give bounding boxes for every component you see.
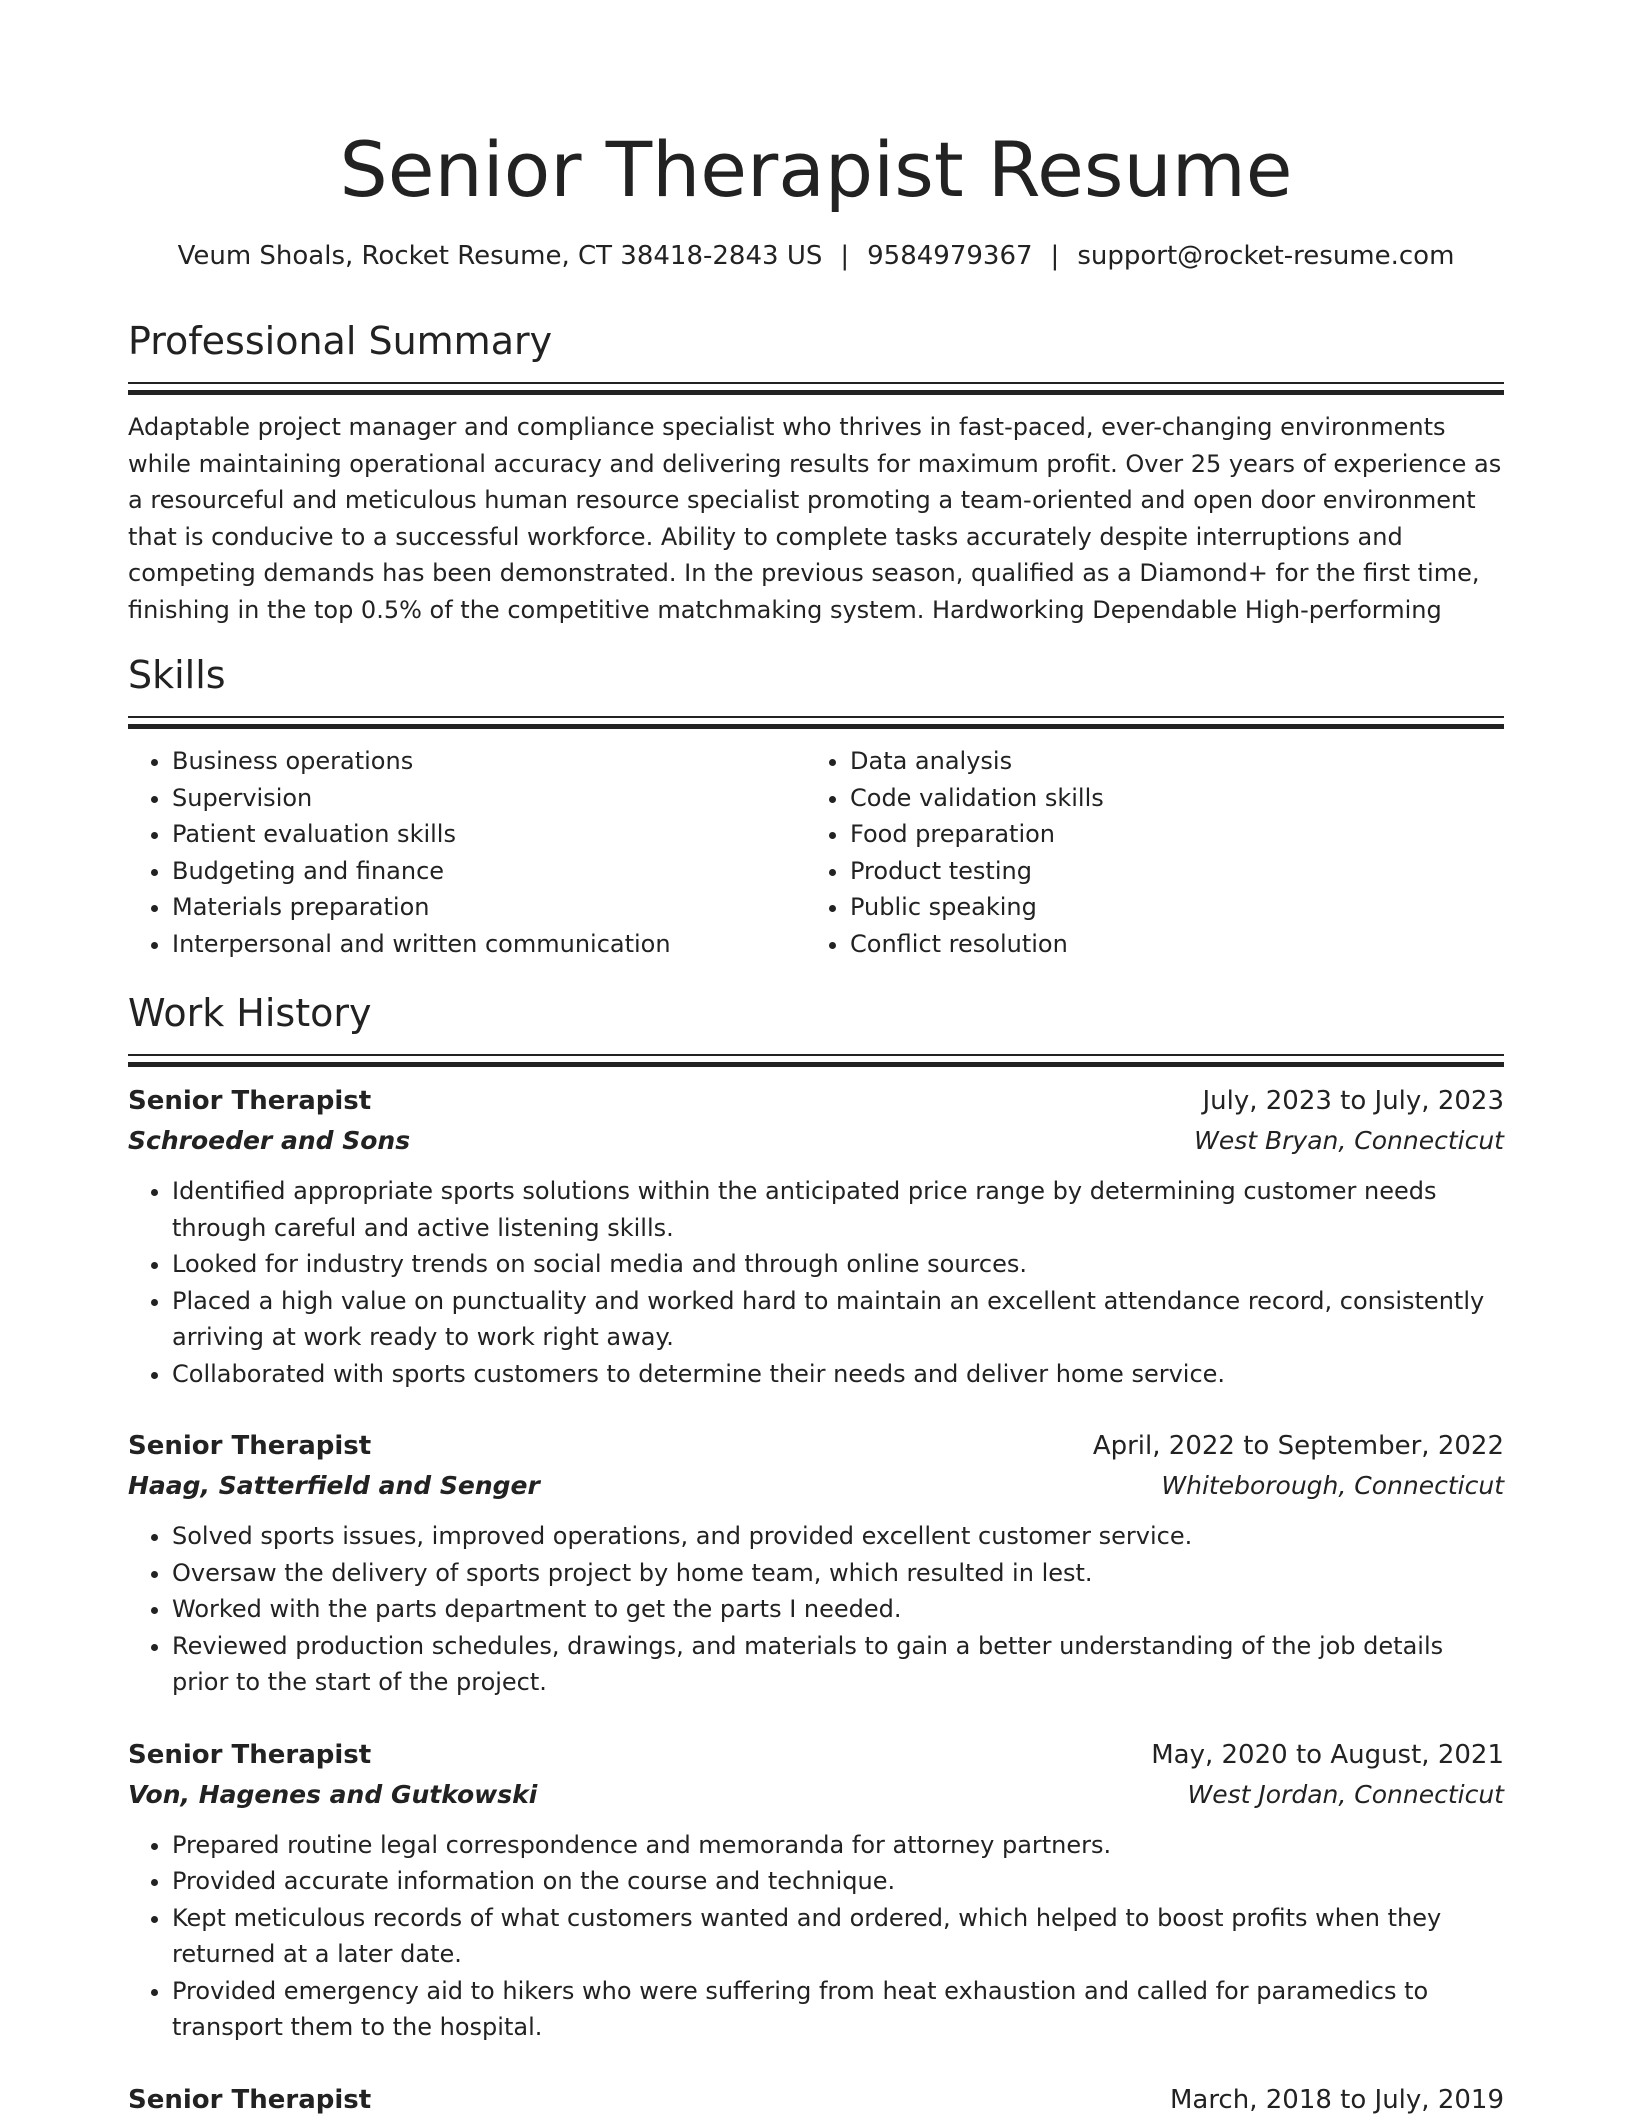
job-dates: April, 2022 to September, 2022: [1092, 1431, 1504, 1461]
contact-phone: 9584979367: [867, 241, 1033, 271]
section-divider: [128, 1054, 1504, 1067]
job-bullet: • Provided emergency aid to hikers who were suffering from heat exhaustion and called for paramedics to transport them to the hospital.: [172, 1973, 1504, 2046]
skill-item: • Budgeting and finance: [172, 853, 806, 890]
job-title: Senior Therapist: [128, 2084, 372, 2115]
job-dates: May, 2020 to August, 2021: [1151, 1739, 1504, 1770]
work-history-section: [128, 988, 1504, 2120]
job-header-row: [128, 1426, 1504, 1466]
job-bullet: • Provided accurate information on the course and technique.: [172, 1863, 1504, 1900]
job-bullet: • Kept meticulous records of what customers wanted and ordered, which helped to boost profits when they returned at a later date.: [172, 1900, 1504, 1973]
job-company: Haag, Satterfield and Senger: [128, 1471, 540, 1500]
skill-item: • Patient evaluation skills: [172, 816, 806, 853]
contact-separator: |: [840, 241, 850, 271]
job-header-row: [128, 2080, 1504, 2120]
job-bullet: • Looked for industry trends on social media and through online sources.: [172, 1246, 1504, 1283]
job-company: Schroeder and Sons: [128, 1126, 411, 1155]
job-entry: [128, 2080, 1504, 2120]
section-divider: [128, 382, 1504, 395]
job-bullet: • Oversaw the delivery of sports project by home team, which resulted in lest.: [172, 1555, 1504, 1592]
skill-item: • Data analysis: [850, 743, 1484, 780]
section-divider: [128, 716, 1504, 729]
skill-item: • Food preparation: [850, 816, 1484, 853]
job-company-row: [128, 1775, 1504, 1815]
contact-separator: |: [1050, 241, 1060, 271]
job-company-row: [128, 1121, 1504, 1161]
section-heading-summary: Professional Summary: [128, 319, 553, 363]
job-entry: [128, 1426, 1504, 1701]
job-bullet-list: [128, 1518, 1504, 1701]
skill-item: • Code validation skills: [850, 780, 1484, 817]
skills-section: [128, 650, 1504, 962]
job-bullet: • Collaborated with sports customers to determine their needs and deliver home service.: [172, 1356, 1504, 1393]
skill-item: • Supervision: [172, 780, 806, 817]
contact-line: [128, 238, 1504, 274]
job-location: West Jordan, Connecticut: [1187, 1779, 1504, 1809]
job-bullet: • Identified appropriate sports solutions within the anticipated price range by determining customer needs through careful and active listening skills.: [172, 1173, 1504, 1246]
section-heading-work-history: Work History: [128, 991, 372, 1035]
contact-email: support@rocket-resume.com: [1077, 241, 1455, 271]
resume-page: [128, 0, 1504, 2120]
skills-list-right: [806, 743, 1484, 962]
skills-list-left: [128, 743, 806, 962]
skill-item: • Interpersonal and written communication: [172, 926, 806, 963]
skill-item: • Business operations: [172, 743, 806, 780]
job-title: Senior Therapist: [128, 1431, 372, 1461]
professional-summary-section: [128, 316, 1504, 628]
skill-item: • Product testing: [850, 853, 1484, 890]
job-entry: [128, 1735, 1504, 2046]
skills-grid: [128, 743, 1504, 962]
skill-item: • Conflict resolution: [850, 926, 1484, 963]
job-company: Von, Hagenes and Gutkowski: [128, 1779, 538, 1809]
job-bullet: • Reviewed production schedules, drawings, and materials to gain a better understanding of the job details prior to the start of the project.: [172, 1628, 1504, 1701]
section-heading-skills: Skills: [128, 653, 226, 697]
job-bullet-list: [128, 1827, 1504, 2046]
skill-item: • Public speaking: [850, 889, 1484, 926]
job-entry: [128, 1081, 1504, 1392]
job-dates: July, 2023 to July, 2023: [1202, 1086, 1504, 1116]
job-bullet: • Prepared routine legal correspondence and memoranda for attorney partners.: [172, 1827, 1504, 1864]
contact-address: Veum Shoals, Rocket Resume, CT 38418-2843 US: [177, 241, 823, 271]
job-company-row: [128, 1466, 1504, 1506]
job-bullet: • Placed a high value on punctuality and worked hard to maintain an excellent attendance record, consistently arriving at work ready to work right away.: [172, 1283, 1504, 1356]
job-title: Senior Therapist: [128, 1739, 372, 1770]
job-dates: March, 2018 to July, 2019: [1169, 2084, 1504, 2115]
job-location: Whiteborough, Connecticut: [1161, 1471, 1504, 1500]
resume-title: Senior Therapist Resume: [339, 125, 1293, 214]
summary-text: Adaptable project manager and compliance specialist who thrives in fast-paced, ever-changing environments while maintaining operational accuracy and delivering results for maximum profit. Over 25 years of experience as a resourceful and meticulous human resource specialist promoting a team-oriented and open door environment that is conducive to a successful workforce. Ability to complete tasks accurately despite interruptions and competing demands has been demonstrated. In the previous season, qualified as a Diamond+ for the first time, finishing in the top 0.5% of the competitive matchmaking system. Hardworking Dependable High-performing: [128, 413, 1502, 624]
job-bullet-list: [128, 1173, 1504, 1392]
job-bullet: • Solved sports issues, improved operations, and provided excellent customer service.: [172, 1518, 1504, 1555]
job-location: West Bryan, Connecticut: [1194, 1126, 1504, 1155]
job-bullet: • Worked with the parts department to get the parts I needed.: [172, 1591, 1504, 1628]
job-header-row: [128, 1735, 1504, 1775]
job-title: Senior Therapist: [128, 1086, 372, 1116]
job-header-row: [128, 1081, 1504, 1121]
skill-item: • Materials preparation: [172, 889, 806, 926]
